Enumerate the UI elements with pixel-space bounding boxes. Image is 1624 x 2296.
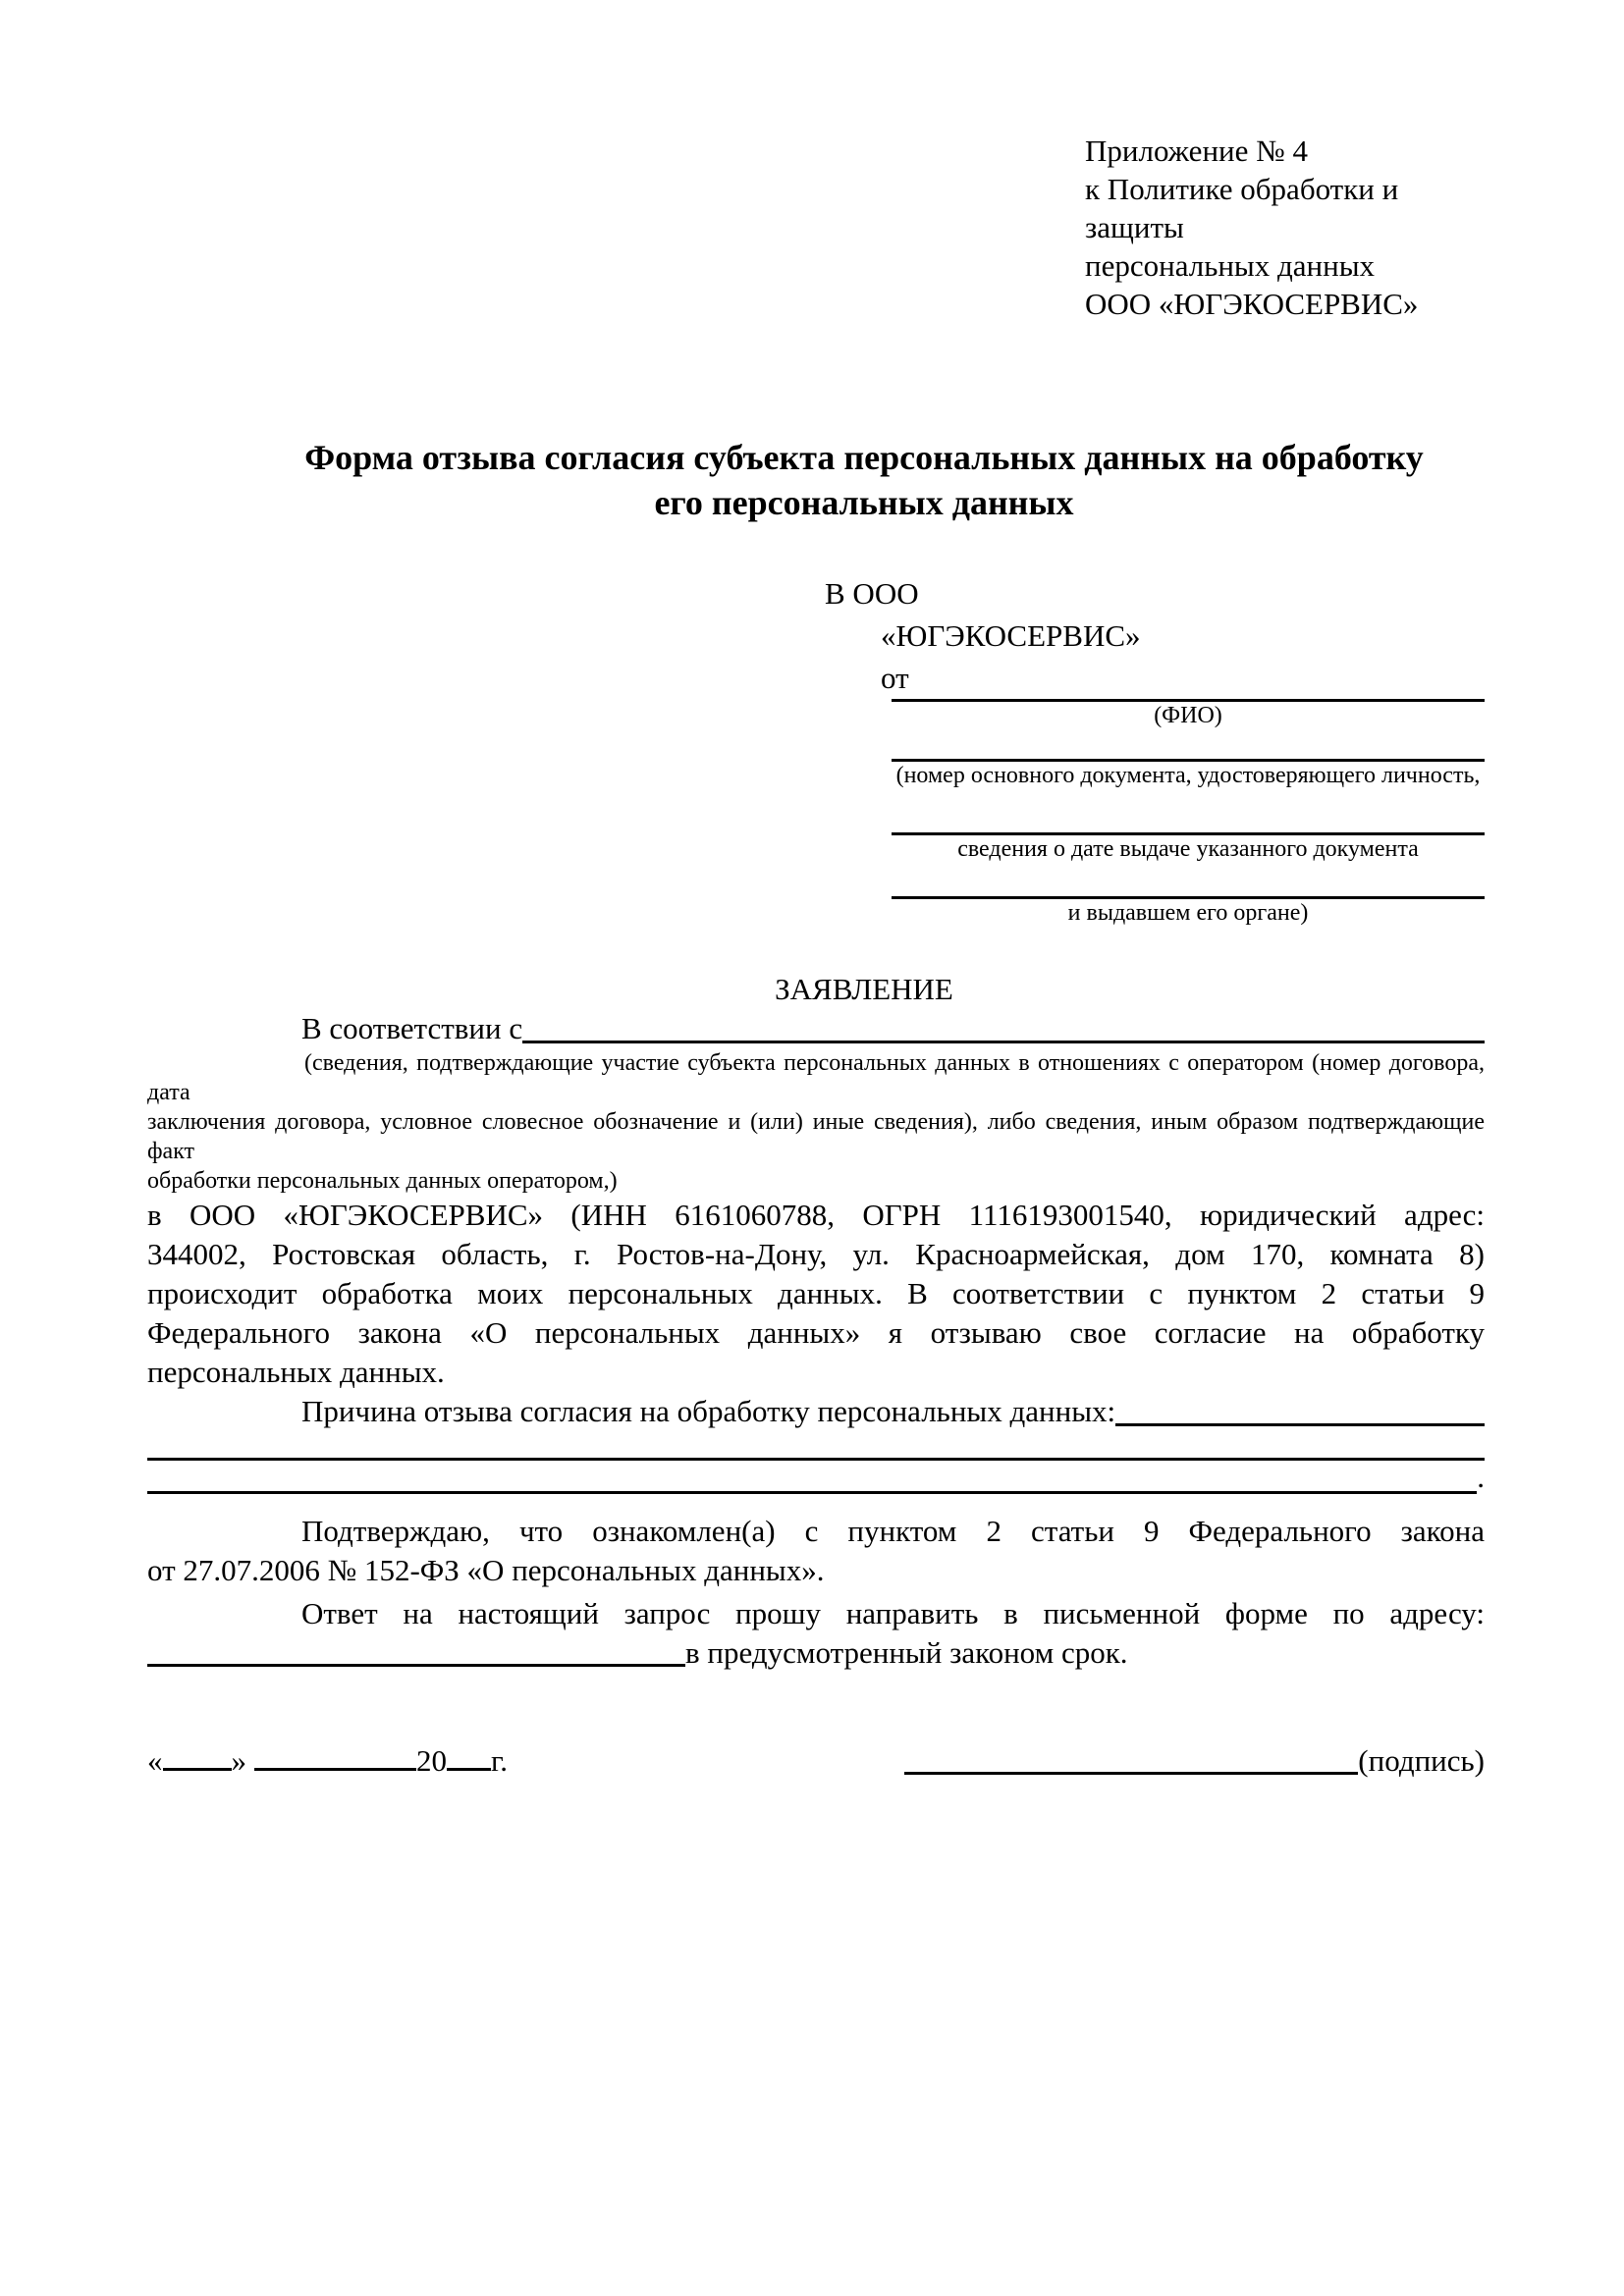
- body-paragraph: [147, 1196, 1485, 1392]
- year-suffix: г.: [491, 1743, 508, 1778]
- reply-tail: в предусмотренный законом срок.: [685, 1635, 1128, 1670]
- header-block: [1085, 132, 1485, 323]
- fio-caption: (ФИО): [1154, 703, 1222, 728]
- month-blank-line: [254, 1762, 416, 1771]
- header-line: к Политике обработки и защиты: [1085, 172, 1399, 244]
- reply-address-row: [147, 1633, 1485, 1673]
- title-line: его персональных данных: [654, 483, 1074, 522]
- year-blank-line: [447, 1762, 491, 1771]
- reason-line: [147, 1392, 1485, 1431]
- header-line: Приложение № 4: [1085, 133, 1308, 168]
- intro-line: [147, 1009, 1485, 1048]
- date-open-quote: «: [147, 1743, 163, 1778]
- fineprint-line: заключения договора, условное словесное обозначение и (или) иные сведения), либо сведения, иным образом подтверждающие факт: [147, 1109, 1485, 1164]
- fineprint-line: обработки персональных данных оператором,): [147, 1168, 618, 1194]
- issue-date-caption: сведения о дате выдаче указанного документа: [957, 836, 1419, 862]
- body-line: в ООО «ЮГЭКОСЕРВИС» (ИНН 6161060788, ОГРН 1116193001540, юридический адрес:: [147, 1198, 1485, 1232]
- year-prefix: 20: [416, 1743, 447, 1778]
- doc-number-caption: (номер основного документа, удостоверяющего личность,: [895, 763, 1481, 788]
- address-blank-line: [147, 1664, 685, 1667]
- addressee-from-label: от: [881, 661, 909, 695]
- statement-heading: ЗАЯВЛЕНИЕ: [775, 972, 953, 1006]
- reason-rule-line-2-blank: [147, 1461, 1477, 1494]
- fineprint-block: [147, 1048, 1485, 1196]
- fineprint-line: (сведения, подтверждающие участие субъекта персональных данных в отношениях с оператором (номер договора, дата: [147, 1050, 1485, 1105]
- header-line: персональных данных: [1085, 248, 1376, 283]
- date-group: [147, 1741, 508, 1781]
- body-line: Федерального закона «О персональных данных» я отзываю свое согласие на обработку: [147, 1315, 1485, 1350]
- body-line: происходит обработка моих персональных данных. В соответствии с пунктом 2 статьи 9: [147, 1276, 1485, 1310]
- content-column: [147, 0, 1485, 1781]
- signature-blank-line: [904, 1772, 1358, 1775]
- reason-prefix: Причина отзыва согласия на обработку персональных данных:: [301, 1394, 1116, 1428]
- reply-line: Ответ на настоящий запрос прошу направить в письменной форме по адресу:: [301, 1596, 1485, 1630]
- document-title: [147, 435, 1485, 525]
- confirm-line: от 27.07.2006 № 152-ФЗ «О персональных данных».: [147, 1553, 825, 1587]
- signature-group: [904, 1741, 1485, 1781]
- addressee-to: В ООО: [825, 576, 919, 611]
- intro-prefix: В соответствии с: [301, 1011, 523, 1045]
- signature-caption: (подпись): [1358, 1743, 1485, 1778]
- day-blank-line: [163, 1762, 232, 1771]
- addressee-org: «ЮГЭКОСЕРВИС»: [881, 618, 1141, 653]
- reason-rule-line-2: [147, 1461, 1485, 1494]
- date-close-quote: »: [231, 1743, 246, 1778]
- addressee-block: [825, 572, 1485, 927]
- footer-row: [147, 1741, 1485, 1781]
- body-line: персональных данных.: [147, 1355, 445, 1389]
- body-line: 344002, Ростовская область, г. Ростов-на-Дону, ул. Красноармейская, дом 170, комната 8): [147, 1237, 1485, 1271]
- issuer-caption: и выдавшем его органе): [1067, 900, 1309, 926]
- line-terminator-period: .: [1477, 1460, 1485, 1494]
- header-line: ООО «ЮГЭКОСЕРВИС»: [1085, 287, 1419, 321]
- intro-blank-line: [522, 1009, 1485, 1043]
- confirm-line: Подтверждаю, что ознакомлен(а) с пунктом 2 статьи 9 Федерального закона: [301, 1514, 1485, 1548]
- reason-blank-line: [1115, 1392, 1485, 1426]
- title-line: Форма отзыва согласия субъекта персональных данных на обработку: [304, 438, 1424, 477]
